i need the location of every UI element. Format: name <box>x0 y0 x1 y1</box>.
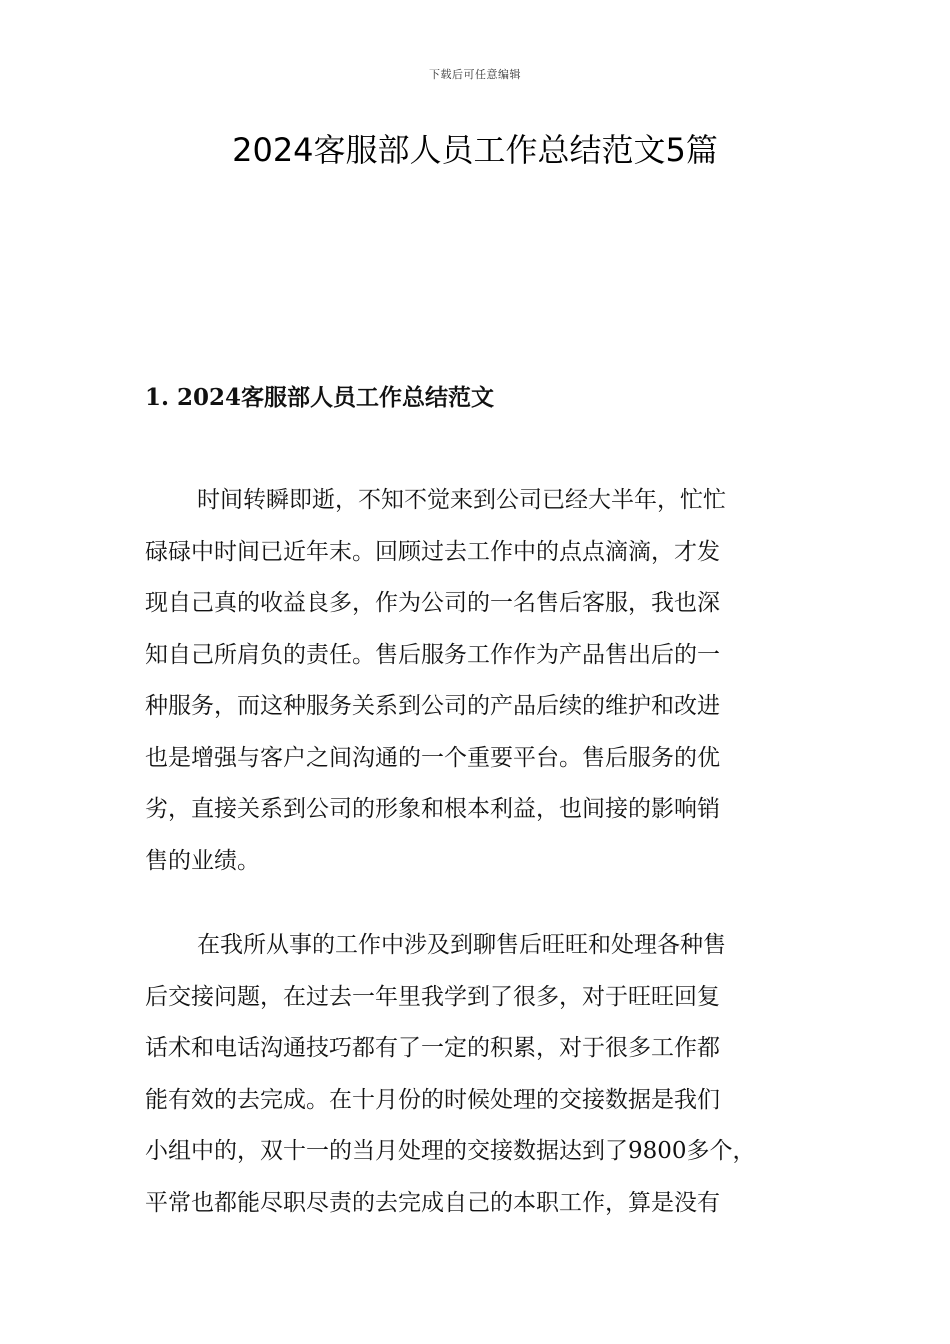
paragraph-line: 售的业绩。 <box>145 847 260 874</box>
paragraph-line: 知自己所肩负的责任。售后服务工作作为产品售出后的一 <box>145 641 720 668</box>
paragraph-line: 现自己真的收益良多，作为公司的一名售后客服，我也深 <box>145 590 720 616</box>
paragraph-line: 小组中的，双十一的当月处理的交接数据达到了9800多个， <box>145 1138 756 1164</box>
section-heading: 1. 2024客服部人员工作总结范文 <box>145 384 495 411</box>
paragraph-line: 劣，直接关系到公司的形象和根本利益，也间接的影响销 <box>145 796 720 822</box>
paragraph-line: 碌碌中时间已近年末。回顾过去工作中的点点滴滴，才发 <box>145 538 720 565</box>
paragraph-line: 后交接问题，在过去一年里我学到了很多，对于旺旺回复 <box>145 983 720 1010</box>
paragraph-line: 平常也都能尽职尽责的去完成自己的本职工作，算是没有 <box>145 1189 720 1216</box>
paragraph-1 <box>145 475 825 887</box>
paragraph-line: 在我所从事的工作中涉及到聊售后旺旺和处理各种售 <box>197 932 726 958</box>
paragraph-line: 话术和电话沟通技巧都有了一定的积累，对于很多工作都 <box>145 1035 720 1061</box>
paragraph-line: 种服务，而这种服务关系到公司的产品后续的维护和改进 <box>145 693 720 719</box>
paragraph-line: 时间转瞬即逝，不知不觉来到公司已经大半年，忙忙 <box>197 487 726 513</box>
paragraph-line: 也是增强与客户之间沟通的一个重要平台。售后服务的优 <box>145 744 720 771</box>
header-note: 下载后可任意编辑 <box>429 68 521 81</box>
document-title: 2024客服部人员工作总结范文5篇 <box>232 131 718 169</box>
paragraph-line: 能有效的去完成。在十月份的时候处理的交接数据是我们 <box>145 1086 720 1113</box>
paragraph-2 <box>145 920 825 1229</box>
